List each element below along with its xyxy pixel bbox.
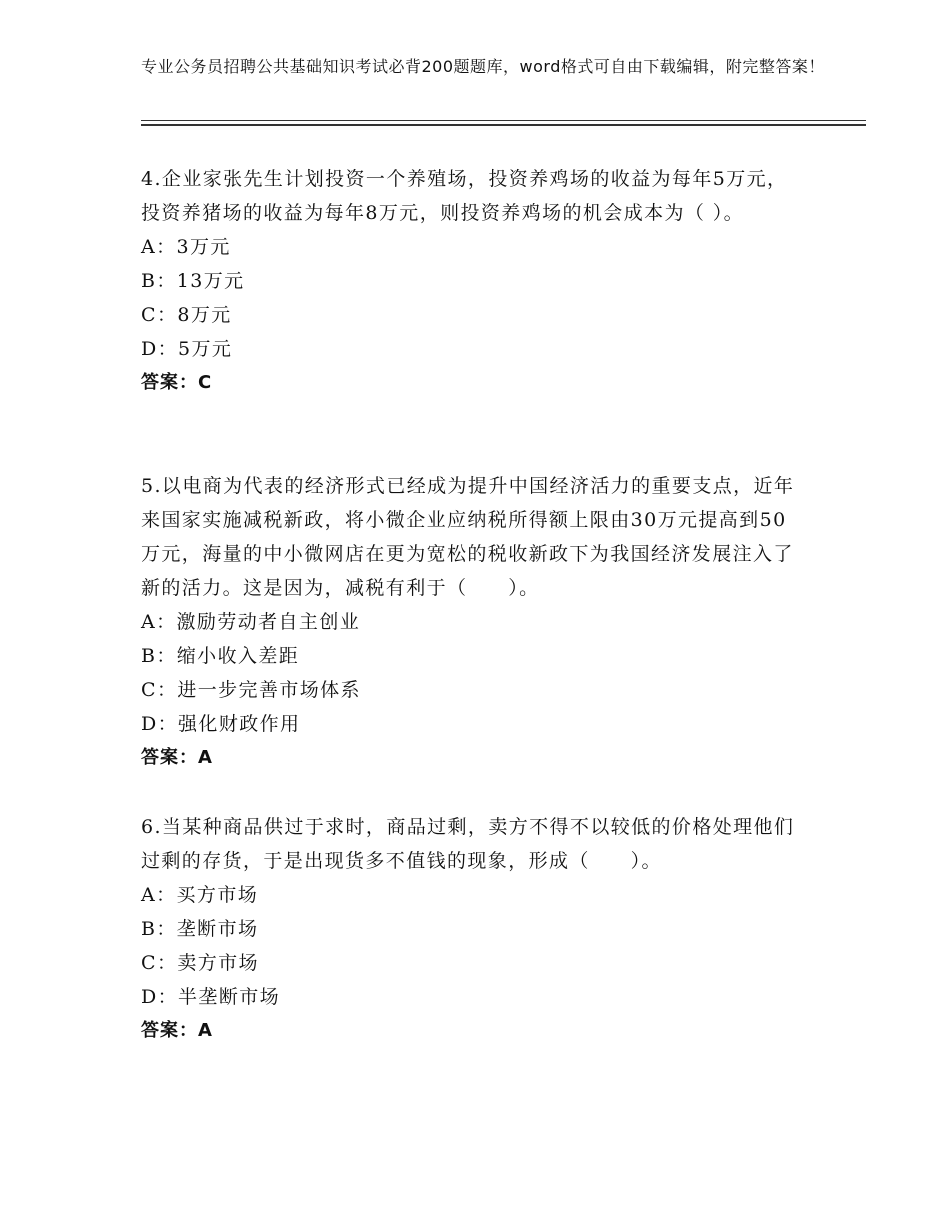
answer-line: 答案：C [141, 372, 213, 393]
option-b: B：垄断市场 [141, 918, 259, 940]
document-header: 专业公务员招聘公共基础知识考试必背200题题库，word格式可自由下载编辑，附完整答案！ [141, 57, 825, 76]
question-stem: 4.企业家张先生计划投资一个养殖场，投资养鸡场的收益为每年5万元，投资养猪场的收益为每年8万元，则投资养鸡场的机会成本为（ ）。 [141, 168, 788, 224]
header-divider [141, 120, 866, 121]
option-a: A：激励劳动者自主创业 [141, 611, 361, 633]
question-stem: 6.当某种商品供过于求时，商品过剩，卖方不得不以较低的价格处理他们过剩的存货，于是出现货多不值钱的现象，形成（ ）。 [141, 816, 795, 872]
question-6 [141, 810, 806, 1048]
option-a: A：3万元 [141, 236, 231, 258]
answer-line: 答案：A [141, 1020, 213, 1041]
question-5 [141, 469, 806, 775]
option-d: D：5万元 [141, 338, 233, 360]
option-b: B：缩小收入差距 [141, 645, 300, 667]
answer-line: 答案：A [141, 747, 213, 768]
header-divider-thick [141, 124, 866, 126]
option-c: C：8万元 [141, 304, 232, 326]
option-c: C：进一步完善市场体系 [141, 679, 361, 701]
question-stem: 5.以电商为代表的经济形式已经成为提升中国经济活力的重要支点，近年来国家实施减税新政，将小微企业应纳税所得额上限由30万元提高到50万元，海量的中小微网店在更为宽松的税收新政下为我国经济发展注入了新的活力。这是因为，减税有利于（ ）。 [141, 475, 795, 599]
question-4 [141, 162, 806, 400]
option-d: D：半垄断市场 [141, 986, 281, 1008]
option-a: A：买方市场 [141, 884, 259, 906]
option-b: B：13万元 [141, 270, 245, 292]
option-d: D：强化财政作用 [141, 713, 301, 735]
option-c: C：卖方市场 [141, 952, 259, 974]
